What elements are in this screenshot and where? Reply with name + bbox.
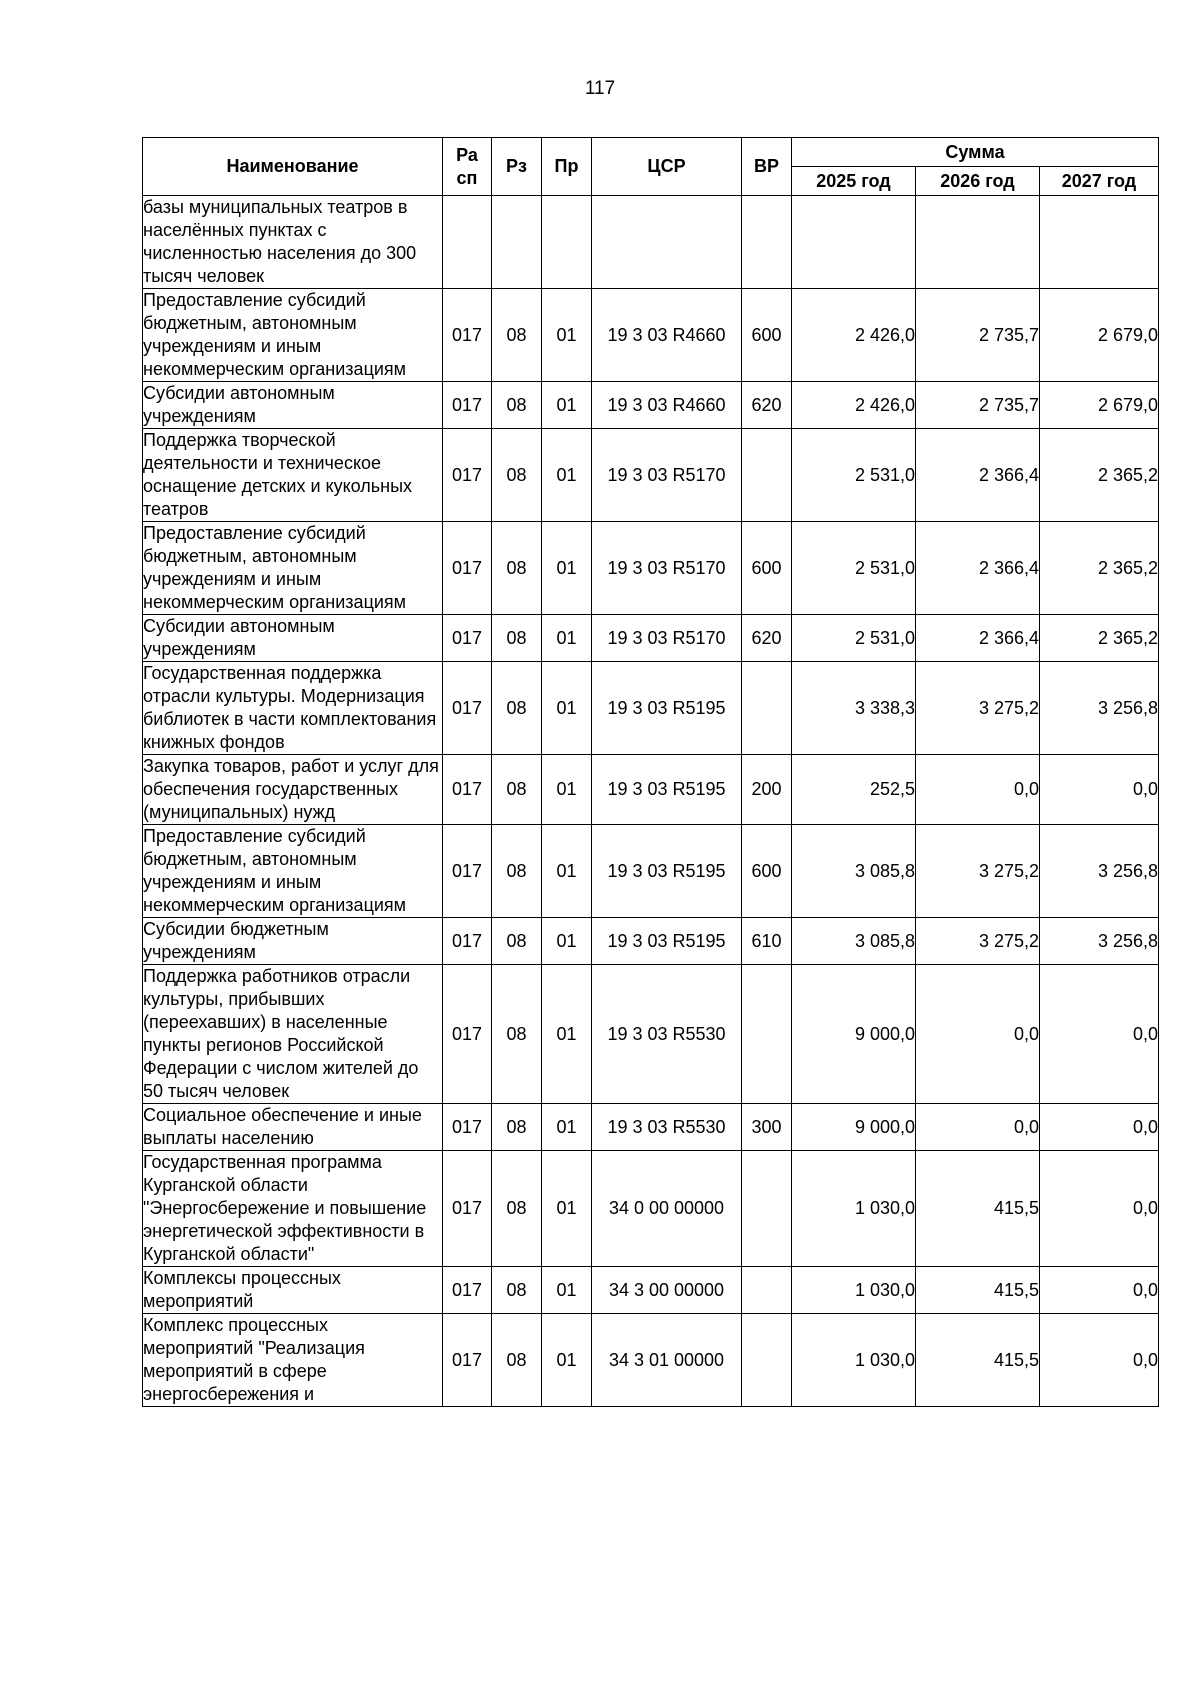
header-ra-line2: сп bbox=[456, 167, 478, 188]
cell-2027: 0,0 bbox=[1040, 755, 1159, 825]
cell-2025: 9 000,0 bbox=[792, 1104, 916, 1151]
header-name: Наименование bbox=[143, 138, 443, 196]
cell-rz: 08 bbox=[492, 289, 542, 382]
header-vr: ВР bbox=[742, 138, 792, 196]
cell-ra: 017 bbox=[443, 1314, 492, 1407]
cell-rz: 08 bbox=[492, 429, 542, 522]
cell-pr: 01 bbox=[542, 755, 592, 825]
cell-2027: 0,0 bbox=[1040, 1314, 1159, 1407]
cell-rz: 08 bbox=[492, 522, 542, 615]
cell-vr bbox=[742, 662, 792, 755]
cell-2026: 415,5 bbox=[916, 1314, 1040, 1407]
cell-name: Государственная программа Курганской области "Энергосбережение и повышение энергетической эффективности в Курганской области" bbox=[143, 1151, 443, 1267]
cell-2026: 0,0 bbox=[916, 1104, 1040, 1151]
table-row bbox=[143, 965, 1159, 1104]
cell-2026: 2 366,4 bbox=[916, 522, 1040, 615]
cell-name: Предоставление субсидий бюджетным, автономным учреждениям и иным некоммерческим организациям bbox=[143, 825, 443, 918]
cell-name: базы муниципальных театров в населённых пунктах с численностью населения до 300 тысяч человек bbox=[143, 196, 443, 289]
cell-vr bbox=[742, 965, 792, 1104]
cell-rz: 08 bbox=[492, 825, 542, 918]
cell-2027: 0,0 bbox=[1040, 1267, 1159, 1314]
header-rz: Рз bbox=[492, 138, 542, 196]
cell-vr: 200 bbox=[742, 755, 792, 825]
cell-ra: 017 bbox=[443, 662, 492, 755]
cell-name: Субсидии бюджетным учреждениям bbox=[143, 918, 443, 965]
cell-vr: 620 bbox=[742, 615, 792, 662]
cell-rz: 08 bbox=[492, 1104, 542, 1151]
cell-ra bbox=[443, 196, 492, 289]
cell-ra: 017 bbox=[443, 825, 492, 918]
cell-2025: 2 426,0 bbox=[792, 289, 916, 382]
table-body bbox=[143, 196, 1159, 1407]
cell-2027: 2 365,2 bbox=[1040, 615, 1159, 662]
cell-2025: 3 085,8 bbox=[792, 918, 916, 965]
cell-name: Предоставление субсидий бюджетным, автономным учреждениям и иным некоммерческим организациям bbox=[143, 289, 443, 382]
cell-pr: 01 bbox=[542, 965, 592, 1104]
cell-csr: 19 3 03 R5170 bbox=[592, 429, 742, 522]
cell-2025: 1 030,0 bbox=[792, 1314, 916, 1407]
cell-2026: 0,0 bbox=[916, 755, 1040, 825]
cell-rz: 08 bbox=[492, 382, 542, 429]
cell-csr: 34 3 00 00000 bbox=[592, 1267, 742, 1314]
cell-2025: 2 426,0 bbox=[792, 382, 916, 429]
cell-name: Комплексы процессных мероприятий bbox=[143, 1267, 443, 1314]
cell-csr: 19 3 03 R5170 bbox=[592, 615, 742, 662]
cell-rz: 08 bbox=[492, 615, 542, 662]
table-row bbox=[143, 429, 1159, 522]
cell-2026: 0,0 bbox=[916, 965, 1040, 1104]
header-ra bbox=[443, 138, 492, 196]
header-pr: Пр bbox=[542, 138, 592, 196]
cell-name: Комплекс процессных мероприятий "Реализация мероприятий в сфере энергосбережения и bbox=[143, 1314, 443, 1407]
cell-2026: 3 275,2 bbox=[916, 825, 1040, 918]
cell-vr: 610 bbox=[742, 918, 792, 965]
table-row bbox=[143, 1314, 1159, 1407]
header-2026: 2026 год bbox=[916, 167, 1040, 196]
cell-ra: 017 bbox=[443, 289, 492, 382]
cell-pr: 01 bbox=[542, 1104, 592, 1151]
cell-rz: 08 bbox=[492, 965, 542, 1104]
cell-2027: 2 365,2 bbox=[1040, 429, 1159, 522]
header-2025: 2025 год bbox=[792, 167, 916, 196]
table-row bbox=[143, 615, 1159, 662]
cell-2027: 3 256,8 bbox=[1040, 825, 1159, 918]
cell-csr: 19 3 03 R4660 bbox=[592, 289, 742, 382]
cell-rz: 08 bbox=[492, 662, 542, 755]
cell-vr bbox=[742, 1314, 792, 1407]
cell-2025: 3 085,8 bbox=[792, 825, 916, 918]
cell-vr bbox=[742, 1151, 792, 1267]
cell-csr: 19 3 03 R5195 bbox=[592, 755, 742, 825]
table-row bbox=[143, 1267, 1159, 1314]
header-2027: 2027 год bbox=[1040, 167, 1159, 196]
cell-ra: 017 bbox=[443, 965, 492, 1104]
cell-vr: 300 bbox=[742, 1104, 792, 1151]
cell-2026: 415,5 bbox=[916, 1267, 1040, 1314]
cell-ra: 017 bbox=[443, 918, 492, 965]
cell-pr: 01 bbox=[542, 1151, 592, 1267]
cell-vr bbox=[742, 1267, 792, 1314]
table-header bbox=[143, 138, 1159, 196]
cell-pr: 01 bbox=[542, 825, 592, 918]
cell-name: Поддержка работников отрасли культуры, прибывших (переехавших) в населенные пункты регионов Российской Федерации с числом жителей до 50 тысяч человек bbox=[143, 965, 443, 1104]
cell-pr: 01 bbox=[542, 662, 592, 755]
cell-2025 bbox=[792, 196, 916, 289]
cell-2026: 2 735,7 bbox=[916, 289, 1040, 382]
cell-csr: 19 3 03 R5195 bbox=[592, 825, 742, 918]
cell-csr: 19 3 03 R5195 bbox=[592, 918, 742, 965]
cell-2026: 415,5 bbox=[916, 1151, 1040, 1267]
cell-2026: 2 366,4 bbox=[916, 615, 1040, 662]
cell-2025: 2 531,0 bbox=[792, 522, 916, 615]
table-row bbox=[143, 522, 1159, 615]
table-row bbox=[143, 196, 1159, 289]
cell-csr bbox=[592, 196, 742, 289]
cell-2025: 3 338,3 bbox=[792, 662, 916, 755]
cell-vr: 620 bbox=[742, 382, 792, 429]
cell-2027 bbox=[1040, 196, 1159, 289]
cell-2027: 2 679,0 bbox=[1040, 382, 1159, 429]
table-row bbox=[143, 382, 1159, 429]
cell-pr: 01 bbox=[542, 289, 592, 382]
cell-pr: 01 bbox=[542, 918, 592, 965]
cell-pr: 01 bbox=[542, 1267, 592, 1314]
cell-pr: 01 bbox=[542, 615, 592, 662]
cell-name: Государственная поддержка отрасли культуры. Модернизация библиотек в части комплектования книжных фондов bbox=[143, 662, 443, 755]
cell-ra: 017 bbox=[443, 382, 492, 429]
cell-2027: 0,0 bbox=[1040, 965, 1159, 1104]
cell-rz: 08 bbox=[492, 918, 542, 965]
cell-pr bbox=[542, 196, 592, 289]
cell-ra: 017 bbox=[443, 755, 492, 825]
cell-2027: 0,0 bbox=[1040, 1151, 1159, 1267]
cell-rz: 08 bbox=[492, 1267, 542, 1314]
cell-name: Предоставление субсидий бюджетным, автономным учреждениям и иным некоммерческим организациям bbox=[143, 522, 443, 615]
cell-ra: 017 bbox=[443, 522, 492, 615]
cell-csr: 19 3 03 R5170 bbox=[592, 522, 742, 615]
cell-2027: 3 256,8 bbox=[1040, 662, 1159, 755]
cell-2027: 0,0 bbox=[1040, 1104, 1159, 1151]
cell-2025: 2 531,0 bbox=[792, 429, 916, 522]
cell-ra: 017 bbox=[443, 1267, 492, 1314]
cell-csr: 19 3 03 R5530 bbox=[592, 965, 742, 1104]
header-ra-line1: Ра bbox=[456, 144, 478, 165]
cell-vr: 600 bbox=[742, 289, 792, 382]
cell-csr: 19 3 03 R5195 bbox=[592, 662, 742, 755]
cell-2027: 2 679,0 bbox=[1040, 289, 1159, 382]
cell-2027: 2 365,2 bbox=[1040, 522, 1159, 615]
budget-table bbox=[142, 137, 1159, 1407]
cell-rz bbox=[492, 196, 542, 289]
cell-rz: 08 bbox=[492, 1151, 542, 1267]
cell-2025: 2 531,0 bbox=[792, 615, 916, 662]
cell-rz: 08 bbox=[492, 1314, 542, 1407]
table-row bbox=[143, 1151, 1159, 1267]
header-sum: Сумма bbox=[792, 138, 1159, 167]
table-row bbox=[143, 1104, 1159, 1151]
header-csr: ЦСР bbox=[592, 138, 742, 196]
cell-ra: 017 bbox=[443, 615, 492, 662]
table-row bbox=[143, 289, 1159, 382]
cell-pr: 01 bbox=[542, 1314, 592, 1407]
cell-ra: 017 bbox=[443, 429, 492, 522]
cell-csr: 19 3 03 R5530 bbox=[592, 1104, 742, 1151]
cell-2026: 3 275,2 bbox=[916, 918, 1040, 965]
table-row bbox=[143, 662, 1159, 755]
cell-vr bbox=[742, 196, 792, 289]
cell-2026: 2 366,4 bbox=[916, 429, 1040, 522]
cell-ra: 017 bbox=[443, 1104, 492, 1151]
table-row bbox=[143, 918, 1159, 965]
cell-rz: 08 bbox=[492, 755, 542, 825]
cell-csr: 19 3 03 R4660 bbox=[592, 382, 742, 429]
cell-2025: 252,5 bbox=[792, 755, 916, 825]
table-row bbox=[143, 825, 1159, 918]
page-number: 117 bbox=[584, 78, 616, 99]
cell-vr: 600 bbox=[742, 825, 792, 918]
cell-2026 bbox=[916, 196, 1040, 289]
cell-vr: 600 bbox=[742, 522, 792, 615]
cell-csr: 34 0 00 00000 bbox=[592, 1151, 742, 1267]
cell-pr: 01 bbox=[542, 522, 592, 615]
cell-name: Закупка товаров, работ и услуг для обеспечения государственных (муниципальных) нужд bbox=[143, 755, 443, 825]
cell-vr bbox=[742, 429, 792, 522]
cell-name: Субсидии автономным учреждениям bbox=[143, 382, 443, 429]
cell-name: Поддержка творческой деятельности и техническое оснащение детских и кукольных театров bbox=[143, 429, 443, 522]
cell-name: Социальное обеспечение и иные выплаты населению bbox=[143, 1104, 443, 1151]
cell-2025: 1 030,0 bbox=[792, 1151, 916, 1267]
cell-csr: 34 3 01 00000 bbox=[592, 1314, 742, 1407]
cell-2026: 3 275,2 bbox=[916, 662, 1040, 755]
cell-2027: 3 256,8 bbox=[1040, 918, 1159, 965]
cell-2026: 2 735,7 bbox=[916, 382, 1040, 429]
cell-ra: 017 bbox=[443, 1151, 492, 1267]
cell-pr: 01 bbox=[542, 382, 592, 429]
table-row bbox=[143, 755, 1159, 825]
cell-pr: 01 bbox=[542, 429, 592, 522]
cell-name: Субсидии автономным учреждениям bbox=[143, 615, 443, 662]
cell-2025: 9 000,0 bbox=[792, 965, 916, 1104]
cell-2025: 1 030,0 bbox=[792, 1267, 916, 1314]
